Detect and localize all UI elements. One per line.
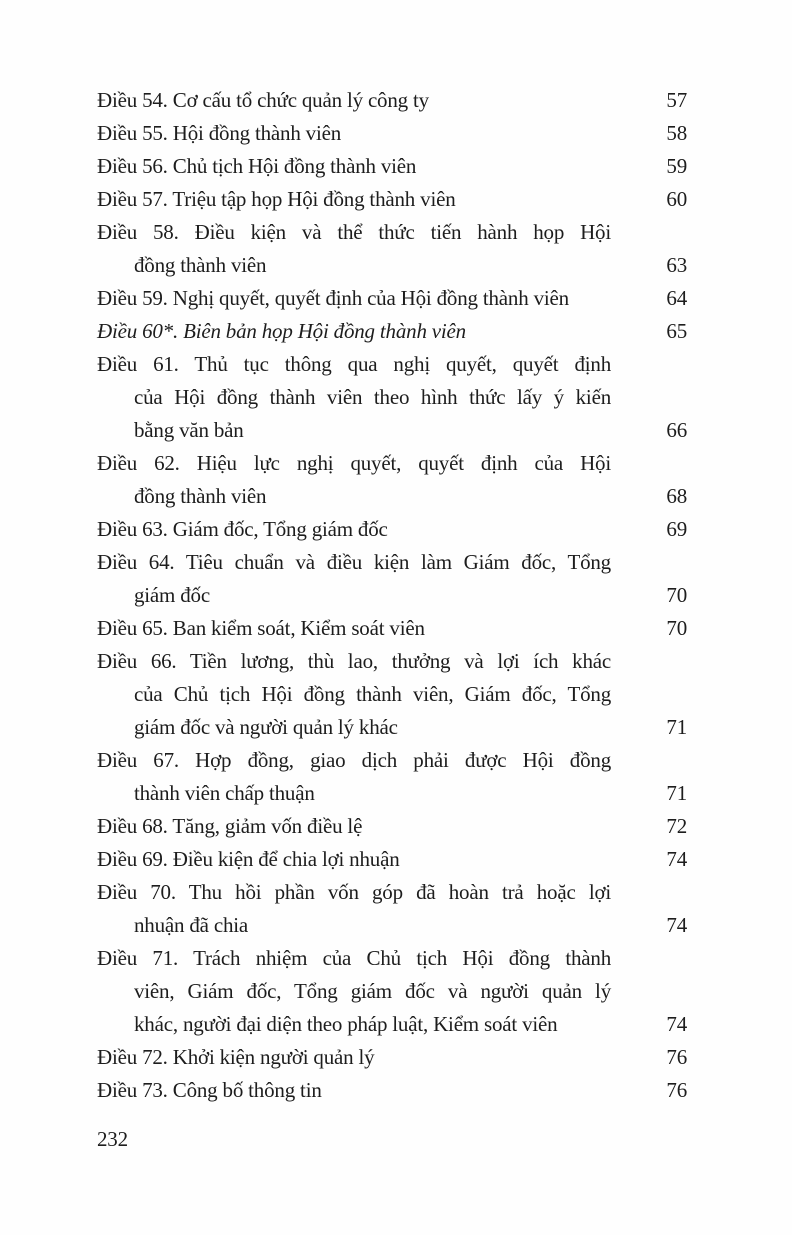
toc-entry-title	[97, 942, 611, 1041]
toc-entry	[97, 513, 687, 546]
toc-entry	[97, 348, 687, 447]
toc-entry-line: bằng văn bản	[134, 418, 244, 442]
toc-entry-line: Điều 61. Thủ tục thông qua nghị quyết, quyết định	[97, 352, 611, 376]
toc-entry-line: đồng thành viên	[134, 484, 267, 508]
toc-entry-title	[97, 1074, 611, 1107]
toc-entry	[97, 1041, 687, 1074]
toc-entry-line: Điều 71. Trách nhiệm của Chủ tịch Hội đồng thành	[97, 946, 611, 970]
toc-entry	[97, 843, 687, 876]
toc-entry-title	[97, 315, 611, 348]
toc-entry-page-number: 76	[666, 1045, 687, 1069]
toc-entry-line: Điều 73. Công bố thông tin	[97, 1078, 322, 1102]
toc-entry-page-number: 66	[666, 418, 687, 442]
toc-entry-title	[97, 348, 611, 447]
toc-entry-line: Điều 66. Tiền lương, thù lao, thưởng và lợi ích khác	[97, 649, 611, 673]
toc-entry-line: Điều 65. Ban kiểm soát, Kiểm soát viên	[97, 616, 425, 640]
toc-entry-title	[97, 216, 611, 282]
toc-entry-page-number: 57	[666, 88, 687, 112]
toc-entry-page-number: 72	[666, 814, 687, 838]
toc-entry-title	[97, 612, 611, 645]
toc-entry	[97, 744, 687, 810]
toc-entry-title	[97, 546, 611, 612]
toc-entry-title	[97, 645, 611, 744]
toc-entry-line: Điều 62. Hiệu lực nghị quyết, quyết định của Hội	[97, 451, 611, 475]
toc-entry-line: Điều 67. Hợp đồng, giao dịch phải được Hội đồng	[97, 748, 611, 772]
toc-entry-page-number: 70	[666, 616, 687, 640]
toc-entry	[97, 942, 687, 1041]
toc-entry	[97, 183, 687, 216]
toc-entry-title	[97, 447, 611, 513]
toc-entry-title	[97, 84, 611, 117]
footer-page-number: 232	[97, 1127, 128, 1151]
toc-entry-line: của Hội đồng thành viên theo hình thức lấy ý kiến	[134, 385, 611, 409]
toc-entry-page-number: 74	[666, 847, 687, 871]
toc-entry	[97, 447, 687, 513]
toc-entry-title	[97, 117, 611, 150]
toc-entry-line: Điều 54. Cơ cấu tổ chức quản lý công ty	[97, 88, 429, 112]
toc-entry-title	[97, 810, 611, 843]
toc-entry-line: đồng thành viên	[134, 253, 267, 277]
toc-entry	[97, 315, 687, 348]
toc-entry-page-number: 71	[666, 715, 687, 739]
toc-entry	[97, 645, 687, 744]
toc-entry-page-number: 69	[666, 517, 687, 541]
toc-entry-line: Điều 68. Tăng, giảm vốn điều lệ	[97, 814, 363, 838]
toc-entry	[97, 612, 687, 645]
toc-entry-page-number: 74	[666, 913, 687, 937]
toc-entry-page-number: 70	[666, 583, 687, 607]
toc-entry-line: Điều 70. Thu hồi phần vốn góp đã hoàn trả hoặc lợi	[97, 880, 611, 904]
toc-list	[97, 84, 687, 1107]
toc-entry-line: Điều 55. Hội đồng thành viên	[97, 121, 342, 145]
toc-entry-title	[97, 744, 611, 810]
toc-entry-page-number: 71	[666, 781, 687, 805]
toc-entry-title	[97, 876, 611, 942]
toc-entry	[97, 810, 687, 843]
toc-entry-page-number: 59	[666, 154, 687, 178]
toc-entry-line: giám đốc	[134, 583, 210, 607]
toc-entry-line: Điều 63. Giám đốc, Tổng giám đốc	[97, 517, 388, 541]
toc-entry-line: Điều 59. Nghị quyết, quyết định của Hội đồng thành viên	[97, 286, 569, 310]
toc-entry-line: Điều 60*. Biên bản họp Hội đồng thành viên	[97, 319, 466, 343]
toc-entry	[97, 876, 687, 942]
toc-entry-line: khác, người đại diện theo pháp luật, Kiểm soát viên	[134, 1012, 558, 1036]
toc-entry-line: Điều 69. Điều kiện để chia lợi nhuận	[97, 847, 400, 871]
toc-entry-page-number: 65	[666, 319, 687, 343]
toc-entry-line: nhuận đã chia	[134, 913, 249, 937]
toc-entry-line: giám đốc và người quản lý khác	[134, 715, 398, 739]
toc-entry-title	[97, 282, 611, 315]
toc-entry	[97, 216, 687, 282]
toc-entry-page-number: 68	[666, 484, 687, 508]
toc-entry-line: viên, Giám đốc, Tổng giám đốc và người quản lý	[134, 979, 611, 1003]
toc-entry-title	[97, 843, 611, 876]
toc-entry-page-number: 64	[666, 286, 687, 310]
toc-entry	[97, 546, 687, 612]
toc-entry-title	[97, 513, 611, 546]
toc-entry	[97, 282, 687, 315]
toc-entry-title	[97, 150, 611, 183]
toc-entry-title	[97, 183, 611, 216]
toc-entry	[97, 150, 687, 183]
toc-entry-page-number: 74	[666, 1012, 687, 1036]
toc-entry-line: của Chủ tịch Hội đồng thành viên, Giám đốc, Tổng	[134, 682, 611, 706]
toc-entry-page-number: 76	[666, 1078, 687, 1102]
toc-entry-line: Điều 56. Chủ tịch Hội đồng thành viên	[97, 154, 417, 178]
toc-entry-line: Điều 57. Triệu tập họp Hội đồng thành viên	[97, 187, 456, 211]
toc-entry-title	[97, 1041, 611, 1074]
toc-entry-page-number: 63	[666, 253, 687, 277]
toc-entry-page-number: 60	[666, 187, 687, 211]
toc-entry	[97, 117, 687, 150]
toc-entry-line: Điều 64. Tiêu chuẩn và điều kiện làm Giám đốc, Tổng	[97, 550, 611, 574]
toc-entry-page-number: 58	[666, 121, 687, 145]
toc-entry	[97, 1074, 687, 1107]
toc-entry-line: Điều 58. Điều kiện và thể thức tiến hành họp Hội	[97, 220, 611, 244]
toc-entry-line: thành viên chấp thuận	[134, 781, 315, 805]
toc-entry	[97, 84, 687, 117]
toc-entry-line: Điều 72. Khởi kiện người quản lý	[97, 1045, 375, 1069]
